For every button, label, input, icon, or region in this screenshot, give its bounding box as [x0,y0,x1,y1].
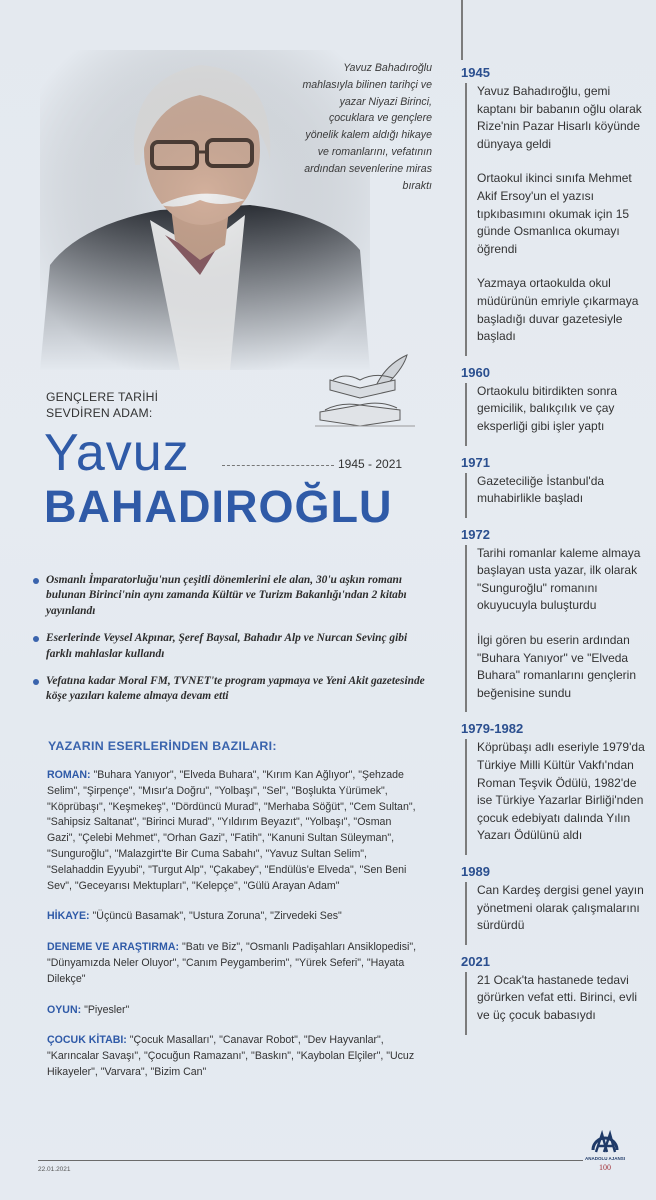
life-dates: 1945 - 2021 [338,457,403,471]
subtitle [46,389,158,421]
timeline-year: 2021 [461,953,490,969]
fact-bullets [32,573,432,717]
works-category-oyun: OYUN: "Piyesler" [47,1003,130,1016]
timeline-text: Ortaokul ikinci sınıfa Mehmet Akif Ersoy'un el yazısı tıpkıbasımını okumak için 15 günde Osmanlıca okumayı öğrendi [477,171,632,256]
works-category-hikaye: HİKAYE: "Üçüncü Basamak", "Ustura Zoruna", "Zirvedeki Ses" [47,910,342,923]
intro-text: Yavuz Bahadıroğlu mahlasıyla bilinen tarihçi ve yazar Niyazi Birinci, çocuklara ve gençlere yönelik kalem aldığı hikaye ve romanlarını, vefatının ardından sevenlerine miras bıraktı [302,62,432,192]
books-quill-icon [315,350,415,430]
timeline-entry-2021 [461,953,651,1035]
timeline-text: İlgi gören bu eserin ardından "Buhara Yanıyor" ve "Elveda Buhara" romanlarını gençlerin beğenisine sundu [477,633,637,700]
timeline-text: 21 Ocak'ta hastanede tedavi görürken vefat etti. Birinci, evli ve üç çocuk babasıydı [477,972,638,1022]
bullet-dot-icon [33,679,39,685]
timeline-year: 1989 [461,864,490,879]
timeline-year: 1979-1982 [461,721,524,737]
works-list [47,768,419,1096]
timeline-entry-1971 [461,454,651,518]
fact-bullet: Eserlerinde Veysel Akpınar, Şeref Baysal, Bahadır Alp ve Nurcan Sevinç gibi farklı mahlaslar kullandı [32,631,432,662]
timeline-entry-1989 [461,863,651,945]
works-category-cocuk: ÇOCUK KİTABI: "Çocuk Masalları", "Canavar Robot", "Dev Hayvanlar", "Karıncalar Savaşı", "Çocuğun Ramazanı", "Baskın", "Kaybolan Elçiler", "Ucuz Hikayeler", "Varvara", "Bizim Can" [47,1034,415,1078]
timeline-year: 1960 [461,364,490,380]
svg-text:100: 100 [599,1163,611,1172]
timeline-top-line [461,0,463,60]
subtitle-line-1: GENÇLERE TARİHİ [46,390,159,404]
fact-bullet: Vefatına kadar Moral FM, TVNET'te program yapmaya ve Yeni Akit gazetesinde köşe yazıları kaleme almaya devam etti [32,674,432,705]
timeline-text: Can Kardeş dergisi genel yayın yönetmeni olarak çalışmalarını sürdürdü [477,883,644,933]
subtitle-line-2: SEVDİREN ADAM: [46,406,153,420]
footer-divider [38,1160,583,1161]
timeline-text: Yazmaya ortaokulda okul müdürünün emriyle çıkarmaya başladığı duvar gazetesiyle başladı [477,276,639,344]
timeline-year: 1945 [461,65,490,80]
timeline-text: Yavuz Bahadıroğlu, gemi kaptanı bir babanın oğlu olarak Rize'nin Pazar Hisarlı köyünde dünyaya geldi [477,84,642,151]
bullet-dot-icon [33,578,39,584]
dates-divider [222,465,334,466]
last-name-heading: BAHADIROĞLU [44,481,393,532]
works-category-roman: ROMAN: "Buhara Yanıyor", "Elveda Buhara", "Kırım Kan Ağlıyor", "Şehzade Selim", "Şirpençe", "Mısır'a Doğru", "Yolbaşı", "Sel", "Boşlukta Yürümek", "Köprübaşı", "Keşmekeş", "Dördüncü Murad", "Merhaba Söğüt", "Cem Sultan", "Sahipsiz Saltanat", "Birinci Murad", "Yıldırım Beyazıt", "Yolbaşı", "Osman Gazi", "Çelebi Mehmet", "Orhan Gazi", "Fatih", "Kanuni Sultan Süleyman", "Sunguroğlu", "Malazgirt'te Bir Cuma Sabahı", "Yavuz Sultan Selim", "Selahaddin Eyyubi", "Turgut Alp", "Çakabey", "Endülüs'e Elveda", "Sen Beni Sev", "Geceyarısı Mektupları", "Kelepçe", "Gülü Arayan Adam" [47,769,416,892]
works-category-deneme: DENEME VE ARAŞTIRMA: "Batı ve Biz", "Osmanlı Padişahları Ansiklopedisi", "Dünyamızda Neler Oluyor", "Canım Peygamberim", "Yürek Seferi", "Hayata Dilekçe" [47,941,417,985]
timeline-entry-1972 [461,526,651,713]
fact-bullet: Osmanlı İmparatorluğu'nun çeşitli dönemlerini ele alan, 30'u aşkın romanı bulunan Birinci'nin aynı zamanda Kültür ve Turizm Bakanlığı'ndan 2 kitabı yayınlandı [32,573,432,619]
timeline-year: 1971 [461,454,490,470]
timeline-text: Ortaokulu bitirdikten sonra gemicilik, balıkçılık ve çay eksperliği gibi işler yaptı [477,383,618,433]
timeline-year: 1972 [461,526,490,542]
works-heading: YAZARIN ESERLERİNDEN BAZILARI: [48,739,277,753]
footer-date: 22.01.2021 [38,1166,71,1173]
anadolu-ajansi-logo-icon [585,1124,625,1174]
timeline-text: Gazeteciliğe İstanbul'da muhabirlikle başladı [477,473,605,506]
first-name-heading: Yavuz [44,424,190,482]
timeline-entry-1945 [461,64,651,356]
timeline-entry-1979-1982 [461,720,651,855]
timeline-text: Tarihi romanlar kaleme almaya başlayan usta yazar, ilk olarak "Sunguroğlu" romanını okuyucuyla buluşturdu [477,545,641,613]
bullet-dot-icon [33,636,39,642]
timeline [461,64,651,1043]
svg-text:ANADOLU AJANSI: ANADOLU AJANSI [585,1156,625,1161]
timeline-entry-1960 [461,364,651,446]
timeline-text: Köprübaşı adlı eseriyle 1979'da Türkiye Milli Kültür Vakfı'ndan Roman Teşvik Ödülü, 1982'de ise Türkiye Yazarlar Birliği'nden çocuk edebiyatı dalında Yılın Yazarı Ödülünü aldı [477,740,645,843]
